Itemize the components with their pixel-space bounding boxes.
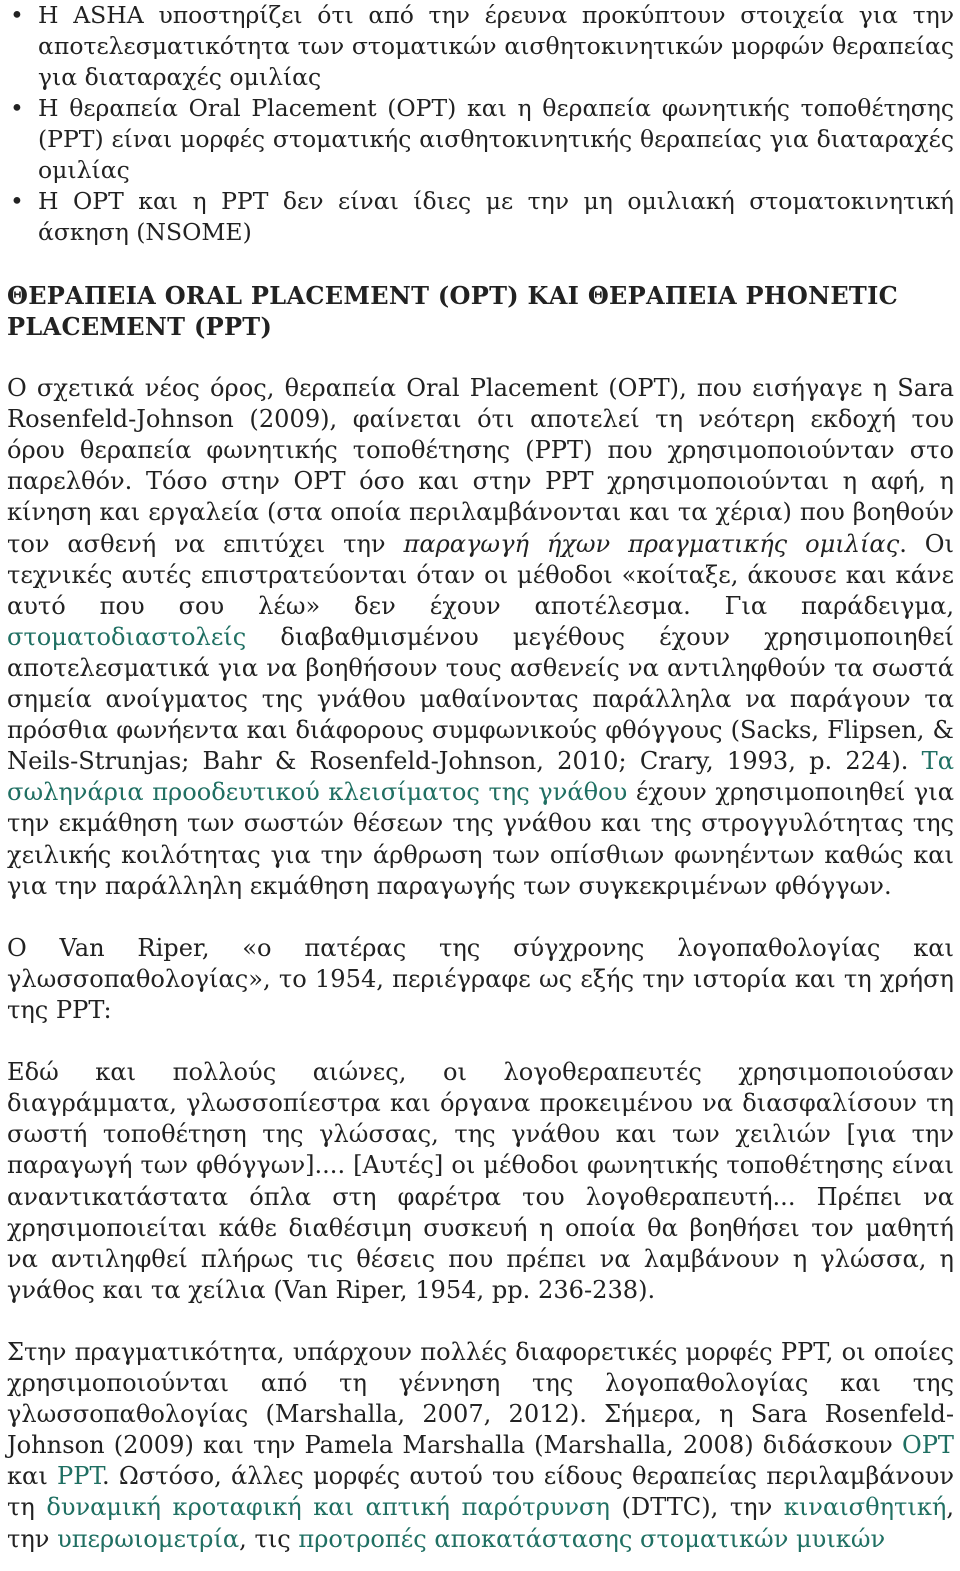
bullet-icon: • xyxy=(10,94,24,122)
link-opt[interactable]: OPT xyxy=(901,1431,954,1460)
link-mouth-props[interactable]: στοματοδιαστολείς xyxy=(7,622,247,651)
document-page xyxy=(7,0,954,1555)
link-prompt[interactable]: προτροπές αποκατάστασης στοματικών μυικών xyxy=(298,1524,886,1553)
bullet-icon: • xyxy=(10,1,24,29)
bullet-item xyxy=(7,93,954,186)
text-run: , την xyxy=(7,1493,954,1553)
text-run: έχουν χρησιμοποιηθεί για την εκμάθηση των σωστών θέσεων της γνάθου και της στρογγυλότητας της χειλικής κοιλότητας για την άρθρωση των οπίσθιων φωνηέντων καθώς και για την παράλληλη εκμάθηση παραγωγής των συγκεκριμένων φθόγγων. xyxy=(7,778,954,900)
paragraph-van-riper-intro: Ο Van Riper, «ο πατέρας της σύγχρονης λογοπαθολογίας και γλωσσοπαθολογίας», το 1954, περιέγραφε ως εξής την ιστορία και τη χρήση της PPT: xyxy=(7,933,954,1024)
bullet-text: Η ASHA υποστηρίζει ότι από την έρευνα προκύπτουν στοιχεία για την αποτελεσματικότητα των στοματικών αισθητοκινητικών μορφών θεραπείας για διαταραχές ομιλίας xyxy=(38,1,954,91)
text-run: . Ωστόσο, άλλες μορφές αυτού του είδους θεραπείας περιλαμβάνουν τη xyxy=(7,1462,954,1522)
paragraph-van-riper-quote: Εδώ και πολλούς αιώνες, οι λογοθεραπευτές χρησιμοποιούσαν διαγράμματα, γλωσσοπίεστρα και όργανα προκειμένου να διασφαλίσουν τη σωστή τοποθέτηση της γλώσσας, της γνάθου και των χειλιών [για την παραγωγή των φθόγγων].... [Αυτές] οι μέθοδοι φωνητικής τοποθέτησης είναι αναντικατάστατα όπλα στη φαρέτρα του λογοθεραπευτή... Πρέπει να χρησιμοποιείται κάθε διαθέσιμη συσκευή η οποία θα βοηθήσει τον μαθητή να αντιληφθεί πλήρως τις θέσεις που πρέπει να λαμβάνουν η γλώσσα, η γνάθος και τα χείλια (Van Riper, 1954, pp. 236-238). xyxy=(7,1058,954,1304)
bullet-list xyxy=(7,0,954,248)
emphasis-text: παραγωγή ήχων πραγματικής ομιλίας xyxy=(403,529,900,558)
section-heading: ΘΕΡΑΠΕΙΑ ORAL PLACEMENT (OPT) ΚΑΙ ΘΕΡΑΠΕΙΑ PHONETIC PLACEMENT (PPT) xyxy=(7,281,898,341)
text-run: και xyxy=(7,1462,58,1491)
bullet-item xyxy=(7,0,954,93)
link-kinesthetic[interactable]: κιναισθητική xyxy=(783,1493,947,1522)
text-run: διαβαθμισμένου μεγέθους έχουν χρησιμοποιηθεί αποτελεσματικά για να βοηθήσουν τους ασθενείς να αντιληφθούν τα σωστά σημεία ανοίγματος της γνάθου μαθαίνοντας παράλληλα να παράγουν τα πρόσθια φωνήεντα και διάφορους συμφωνικούς φθόγγους (Sacks, Flipsen, & Neils-Strunjas; Bahr & Rosenfeld-Johnson, 2010; Crary, 1993, p. 224). xyxy=(7,622,954,776)
link-palatometry[interactable]: υπερωιομετρία xyxy=(57,1524,240,1553)
link-ppt[interactable]: PPT xyxy=(57,1462,102,1491)
link-dttc[interactable]: δυναμική κροταφική και απτική παρότρυνση xyxy=(46,1493,610,1522)
bullet-text: Η OPT και η PPT δεν είναι ίδιες με την μη ομιλιακή στοματοκινητική άσκηση (NSOME) xyxy=(38,187,954,246)
text-run: Ο σχετικά νέος όρος, θεραπεία Oral Placement (OPT), που εισήγαγε η Sara Rosenfeld-Johnson (2009), φαίνεται ότι αποτελεί τη νεότερη εκδοχή του όρου θεραπεία φωνητικής τοποθέτησης (PPT) που χρησιμοποιούνταν στο παρελθόν. Τόσο στην OPT όσο και στην PPT χρησιμοποιούνται η αφή, η κίνηση και εργαλεία (στα οποία περιλαμβάνονται και τα χέρια) που βοηθούν τον ασθενή να επιτύχει την xyxy=(7,374,954,558)
paragraph-opt-intro xyxy=(7,373,954,902)
text-run: . Οι τεχνικές αυτές επιστρατεύονται όταν οι μέθοδοι «κοίταξε, άκουσε και κάνε αυτό που σου λέω» δεν έχουν αποτέλεσμα. Για παράδειγμα, xyxy=(7,529,954,620)
bullet-item xyxy=(7,186,954,248)
text-run: , τις xyxy=(239,1524,299,1553)
paragraph-ppt-forms xyxy=(7,1337,954,1555)
link-jaw-tubes[interactable]: Τα σωληνάρια προοδευτικού κλεισίματος της γνάθου xyxy=(7,747,954,807)
text-run: (DTTC), την xyxy=(609,1493,784,1522)
bullet-icon: • xyxy=(10,187,24,215)
text-run: Στην πραγματικότητα, υπάρχουν πολλές διαφορετικές μορφές PPT, οι οποίες χρησιμοποιούνται από τη γέννηση της λογοπαθολογίας και της γλωσσοπαθολογίας (Marshalla, 2007, 2012). Σήμερα, η Sara Rosenfeld-Johnson (2009) και την Pamela Marshalla (Marshalla, 2008) διδάσκουν xyxy=(7,1338,954,1460)
bullet-text: Η θεραπεία Oral Placement (OPT) και η θεραπεία φωνητικής τοποθέτησης (PPT) είναι μορφές στοματικής αισθητοκινητικής θεραπείας για διαταραχές ομιλίας xyxy=(38,94,954,184)
